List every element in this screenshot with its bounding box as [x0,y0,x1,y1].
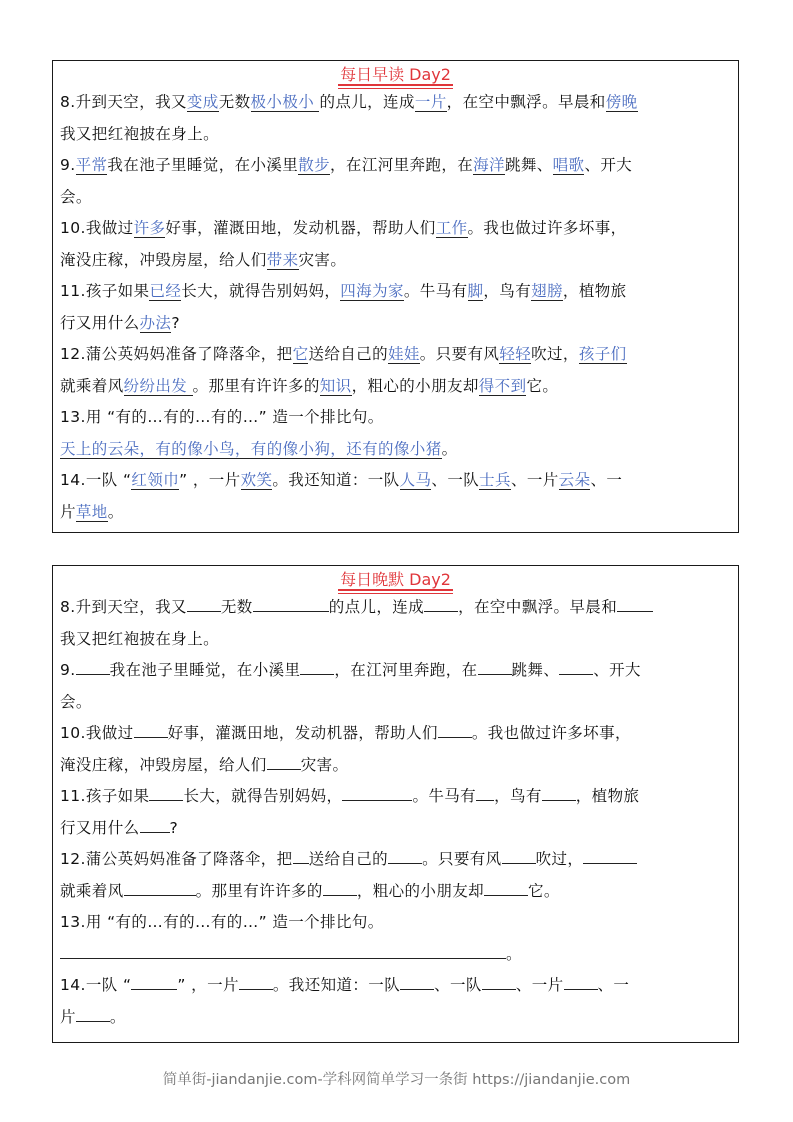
text-line [60,308,732,340]
fill-in-blank[interactable] [400,971,434,990]
static-text: 会。 [60,692,92,711]
static-text: 、一片 [515,976,564,994]
text-line [60,276,732,308]
morning-content [53,87,738,528]
static-text: 。只要有风 [422,850,502,868]
text-line [60,119,732,151]
text-line [60,371,732,403]
answer-text: 一片 [414,93,447,111]
fill-in-blank[interactable] [60,940,506,959]
answer-text: 轻轻 [499,345,532,363]
fill-in-blank[interactable] [131,971,177,990]
fill-in-blank[interactable] [424,593,458,612]
answer-text: 极小极小 [250,93,320,111]
static-text: 10.我做过 [60,219,134,237]
text-line [60,213,732,245]
footer-watermark: 简单街-jiandanjie.com-学科网简单学习一条街 https://jiandanjie.com [162,1072,631,1088]
text-line [60,150,732,182]
static-text: 9. [60,661,76,679]
static-text: ，鸟有 [494,787,542,805]
fill-in-blank[interactable] [149,782,183,801]
text-line [60,402,732,434]
text-line [60,592,732,624]
text-line [60,813,732,845]
static-text: 。我也做过许多坏事， [467,219,627,237]
static-text: 淹没庄稼，冲毁房屋，给人们 [60,755,267,774]
answer-text: 娃娃 [387,345,420,363]
static-text: ，植物旅 [575,787,640,805]
answer-text: 它 [292,345,309,363]
answer-text: 工作 [435,219,468,237]
text-line [60,497,732,529]
text-line [60,970,732,1002]
evening-title: 每日晚默 Day2 [340,570,451,589]
static-text: 10.我做过 [60,724,134,742]
static-text: 我又把红袍披在身上。 [60,124,220,143]
text-line [60,750,732,782]
static-text: 。牛马有 [403,282,468,300]
fill-in-blank[interactable] [559,656,593,675]
answer-text: 得不到 [478,376,527,395]
static-text: ，植物旅 [562,282,627,300]
static-text: 就乘着风 [60,376,124,395]
answer-text: 唱歌 [552,156,585,174]
static-text: 。 [506,944,522,963]
morning-reading-box [52,60,739,533]
static-text: 我又把红袍披在身上。 [60,629,220,648]
static-text: 、一 [597,976,630,994]
answer-text: 脚 [467,282,484,300]
static-text: 它。 [528,881,560,900]
answer-text: 傍晚 [605,93,638,111]
static-text: 长大，就得告别妈妈， [183,787,343,805]
static-text: 送给自己的 [308,345,388,363]
static-text: 片 [60,1007,76,1026]
answer-text: 已经 [149,282,182,300]
static-text: 、一队 [434,976,482,994]
static-text: 。 [107,502,124,521]
static-text: 11.孩子如果 [60,282,150,300]
fill-in-blank[interactable] [342,782,412,801]
fill-in-blank[interactable] [583,845,637,864]
answer-text: 欢笑 [240,471,273,489]
text-line [60,182,732,214]
static-text: 它。 [526,376,559,395]
fill-in-blank[interactable] [267,751,301,770]
static-text: 。我也做过许多坏事， [471,724,631,742]
text-line [60,655,732,687]
static-text: 。 [109,1007,126,1026]
static-text: 14.一队 “ [60,471,132,489]
static-text: 行又用什么 [60,313,140,332]
static-text: 。 [441,439,458,458]
static-text: 、一队 [431,471,480,489]
static-text: 11.孩子如果 [60,787,150,805]
fill-in-blank[interactable] [76,1003,110,1022]
answer-text: 四海为家 [340,282,404,300]
static-text: ，在空中飘浮。早晨和 [458,598,618,616]
static-text: 13.用 “有的…有的…有的…” 造一个排比句。 [60,913,384,931]
fill-in-blank[interactable] [617,593,653,612]
static-text: 好事，灌溉田地，发动机器，帮助人们 [167,724,438,742]
text-line [60,939,732,971]
static-text: 吹过， [535,850,584,868]
answer-text: 知识 [319,376,352,395]
answer-text: 散步 [298,156,331,174]
static-text: 8.升到天空，我又 [60,598,187,616]
answer-text: 翅膀 [531,282,563,300]
static-text: ，粗心的小朋友却 [356,881,485,900]
fill-in-blank[interactable] [134,719,168,738]
fill-in-blank[interactable] [476,782,494,801]
static-text: ? [171,313,180,332]
fill-in-blank[interactable] [484,877,528,896]
static-text: 吹过， [531,345,579,363]
evening-dictation-box [52,565,739,1043]
static-text: 9. [60,156,76,174]
fill-in-blank[interactable] [542,782,576,801]
fill-in-blank[interactable] [124,877,196,896]
answer-text: 平常 [75,156,108,174]
answer-text: 云朵 [558,471,591,489]
static-text: 我在池子里睡觉，在小溪里 [109,661,301,679]
static-text: 送给自己的 [308,850,389,868]
static-text: 、开大 [584,156,633,174]
static-text: 。只要有风 [419,345,500,363]
answer-text: 红领巾 [131,471,180,489]
fill-in-blank[interactable] [478,656,512,675]
static-text: 的点儿，连成 [319,93,415,111]
evening-content [53,592,738,1033]
fill-in-blank[interactable] [293,845,309,864]
static-text: 。牛马有 [412,787,477,805]
morning-title: 每日早读 Day2 [340,65,451,84]
static-text: ” ，一片 [177,976,239,994]
fill-in-blank[interactable] [140,814,170,833]
answer-text: 人马 [399,471,432,489]
answer-text: 办法 [139,313,172,332]
fill-in-blank[interactable] [564,971,598,990]
static-text: 行又用什么 [60,818,140,837]
text-line [60,434,732,466]
text-line [60,844,732,876]
static-text: 12.蒲公英妈妈准备了降落伞，把 [60,345,293,363]
static-text: 灾害。 [298,250,347,269]
answer-text: 带来 [266,250,299,269]
fill-in-blank[interactable] [323,877,357,896]
text-line [60,245,732,277]
answer-text: 海洋 [473,156,505,174]
static-text: 。我还知道：一队 [272,976,401,994]
text-line [60,781,732,813]
static-text: 12.蒲公英妈妈准备了降落伞，把 [60,850,293,868]
static-text: 。那里有许许多的 [195,881,323,900]
text-line [60,87,732,119]
answer-text: 天上的云朵，有的像小鸟，有的像小狗，还有的像小猪 [60,439,442,458]
static-text: 会。 [60,187,92,206]
static-text: 长大，就得告别妈妈， [181,282,341,300]
static-text: ? [169,818,179,837]
static-text: 、一 [590,471,623,489]
answer-text: 草地 [75,502,108,521]
static-text: 淹没庄稼，冲毁房屋，给人们 [60,250,267,269]
fill-in-blank[interactable] [253,593,329,612]
static-text: 、开大 [593,661,641,679]
text-line [60,465,732,497]
static-text: ，在江河里奔跑，在 [330,156,474,174]
static-text: 好事，灌溉田地，发动机器，帮助人们 [165,219,436,237]
static-text: 的点儿，连成 [328,598,425,616]
text-line [60,876,732,908]
fill-in-blank[interactable] [76,656,110,675]
static-text: 无数 [218,93,251,111]
static-text: 我在池子里睡觉，在小溪里 [107,156,299,174]
static-text: 跳舞、 [504,156,553,174]
answer-text: 许多 [133,219,166,237]
text-line [60,687,732,719]
fill-in-blank[interactable] [187,593,221,612]
fill-in-blank[interactable] [482,971,516,990]
fill-in-blank[interactable] [239,971,273,990]
text-line [60,1002,732,1034]
static-text: ，在空中飘浮。早晨和 [446,93,606,111]
static-text: ，鸟有 [483,282,532,300]
static-text: 跳舞、 [511,661,560,679]
answer-text: 变成 [186,93,219,111]
static-text: 13.用 “有的…有的…有的…” 造一个排比句。 [60,408,384,426]
static-text: 就乘着风 [60,881,124,900]
static-text: 14.一队 “ [60,976,132,994]
static-text: ，粗心的小朋友却 [351,376,479,395]
static-text: 。那里有许许多的 [192,376,320,395]
static-text: 、一片 [510,471,559,489]
text-line [60,339,732,371]
static-text: ” ，一片 [179,471,241,489]
fill-in-blank[interactable] [502,845,536,864]
static-text: 无数 [220,598,253,616]
static-text: 8.升到天空，我又 [60,93,187,111]
text-line [60,907,732,939]
fill-in-blank[interactable] [388,845,422,864]
static-text: 片 [60,502,76,521]
static-text: 灾害。 [300,755,349,774]
fill-in-blank[interactable] [300,656,334,675]
text-line [60,718,732,750]
fill-in-blank[interactable] [438,719,472,738]
answer-text: 士兵 [479,471,511,489]
answer-text: 孩子们 [578,345,627,363]
static-text: ，在江河里奔跑，在 [334,661,478,679]
text-line [60,624,732,656]
static-text: 。我还知道：一队 [272,471,400,489]
answer-text: 纷纷出发 [123,376,193,395]
